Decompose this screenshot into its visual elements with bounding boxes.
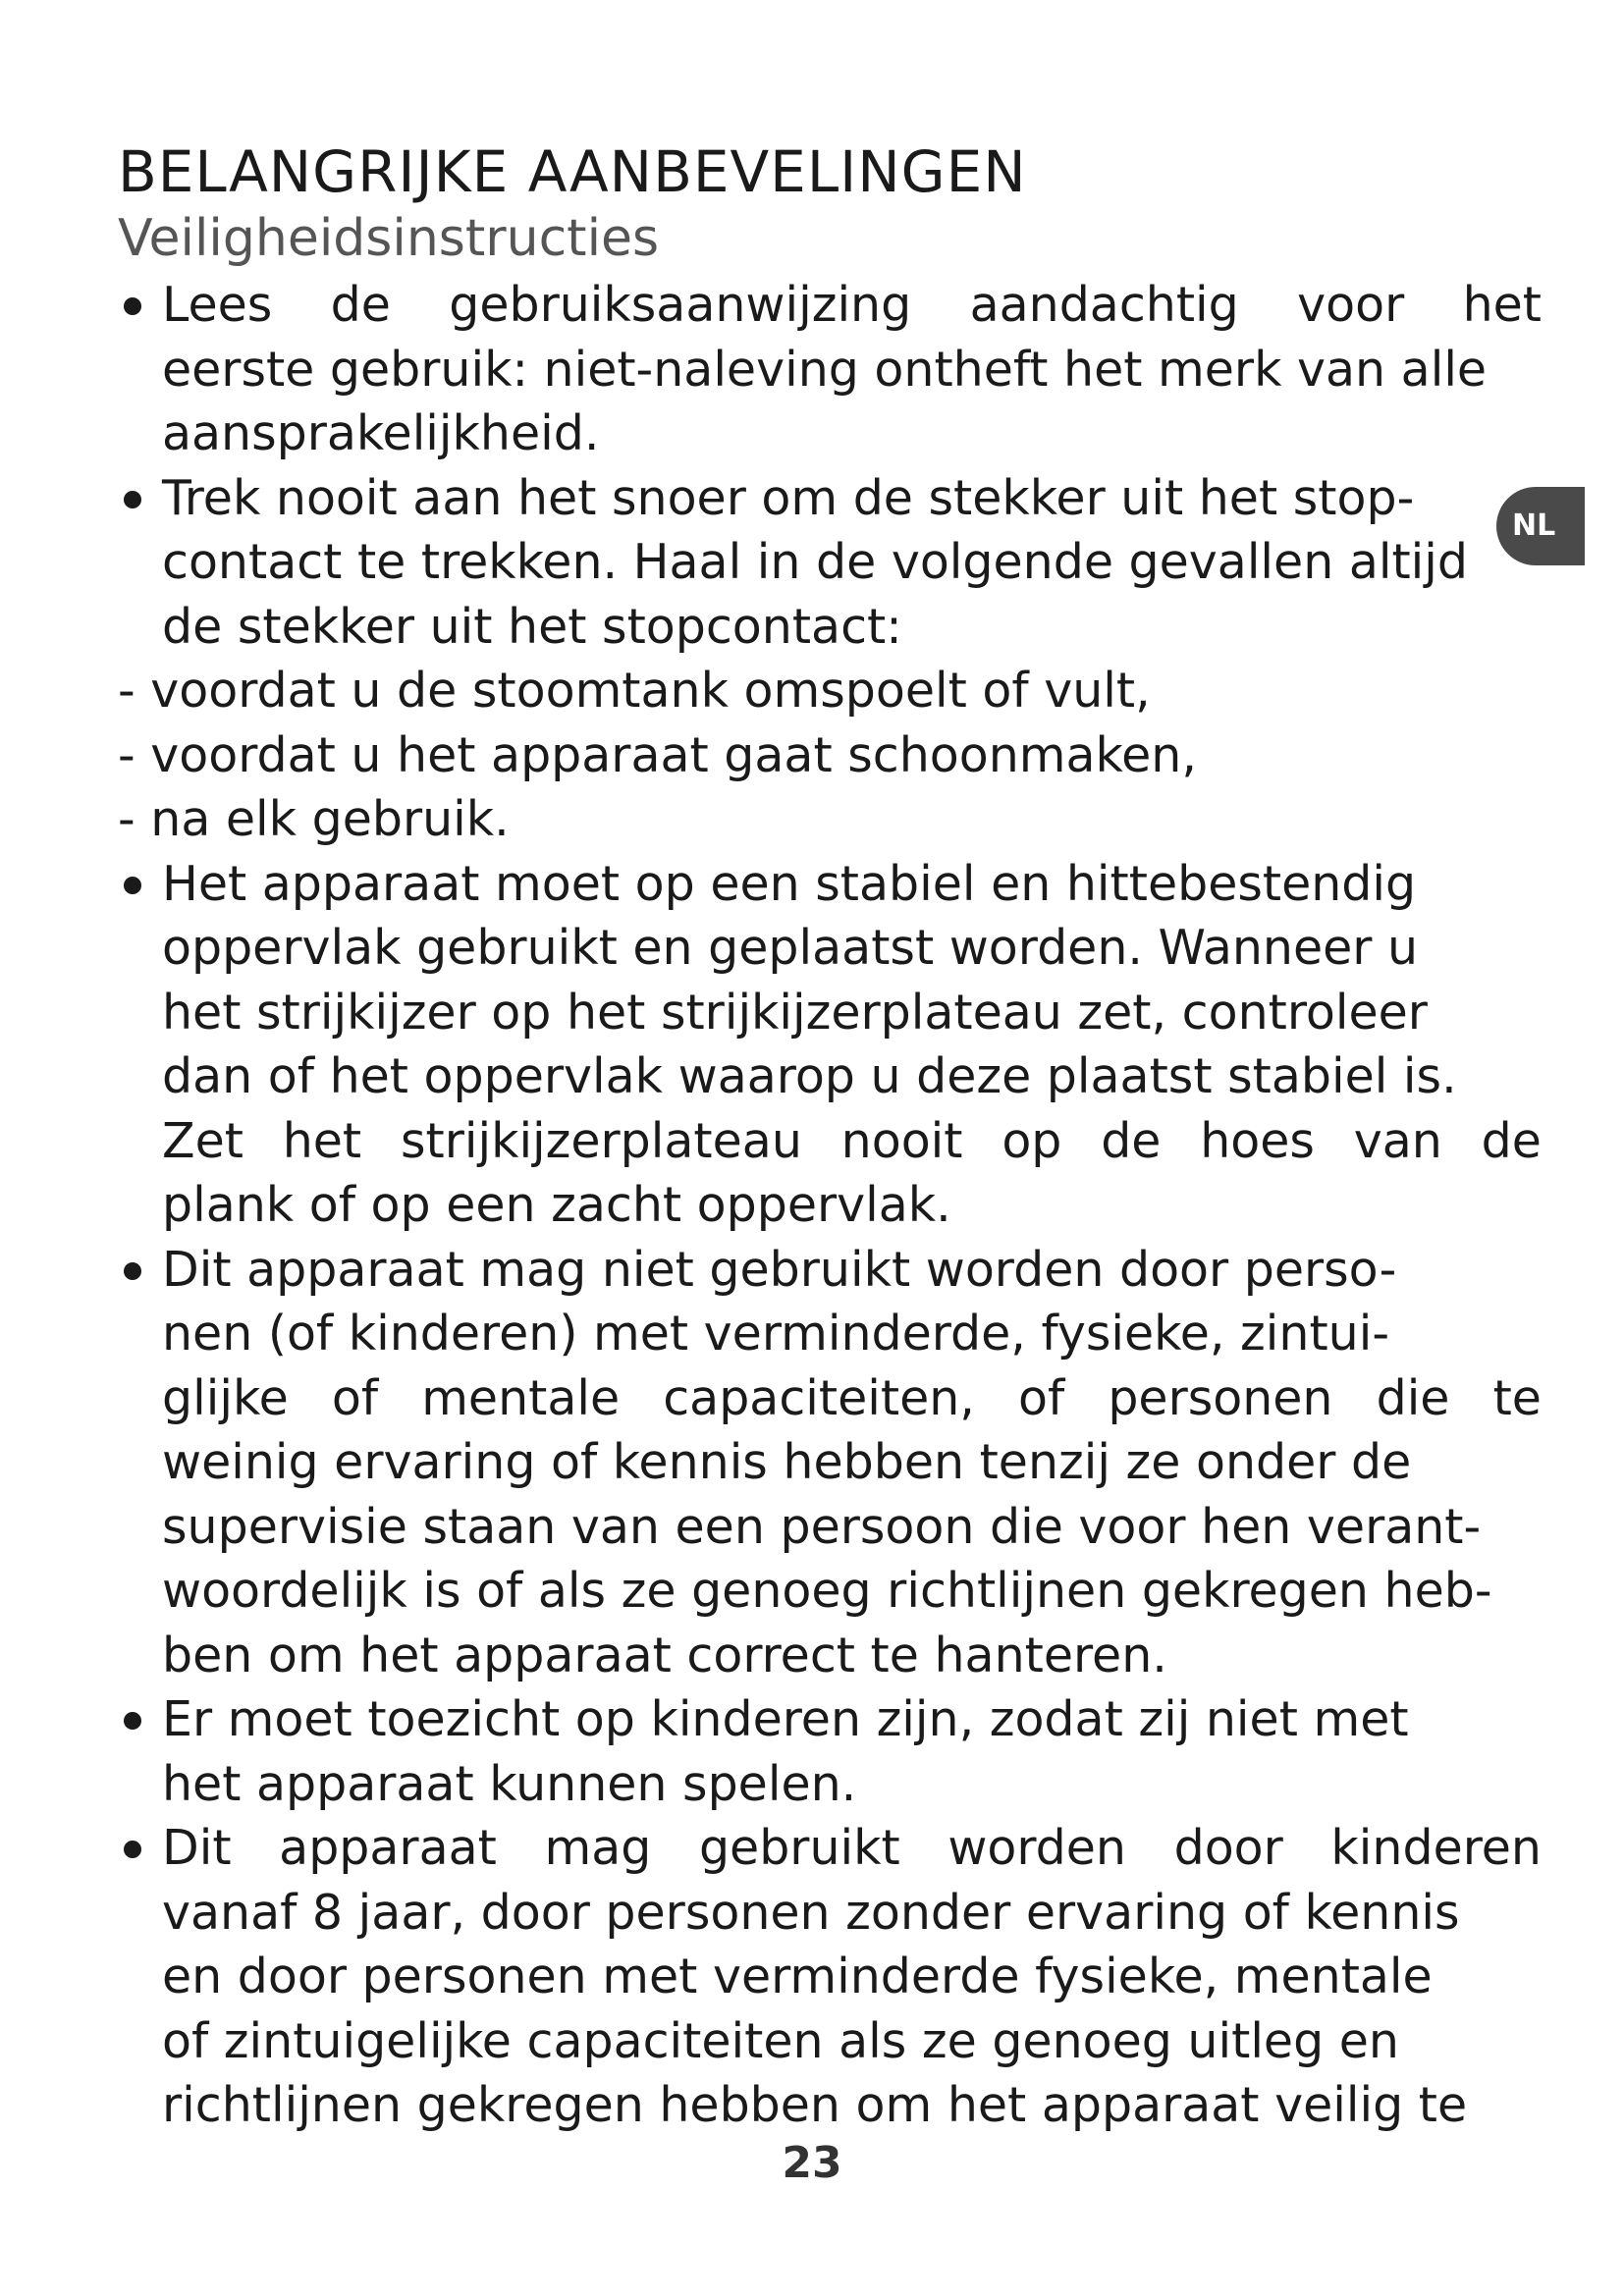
text-line: supervisie staan van een persoon die voor hen verant- (162, 1498, 1482, 1555)
word: aandachtig (969, 277, 1239, 333)
word: de (1101, 1112, 1162, 1169)
word: Lees (162, 277, 273, 333)
text-line: richtlijnen gekregen hebben om het apparaat veilig te (162, 2077, 1468, 2133)
text-line: Trek nooit aan het snoer om de stekker uit het stop- (162, 469, 1415, 526)
text-line: oppervlak gebruikt en geplaatst worden. Wanneer u (162, 920, 1419, 976)
dash-item: - voordat u de stoomtank omspoelt of vult, (118, 663, 1151, 719)
word: het (282, 1112, 362, 1169)
text-line: het strijkijzer op het strijkijzerplateau zet, controleer (162, 984, 1428, 1041)
word: de (330, 277, 391, 333)
section-subheading: Veiligheidsinstructies (118, 209, 660, 268)
bullet-dot-icon (124, 1262, 141, 1280)
word: voor (1297, 277, 1405, 333)
safety-instructions-list (118, 273, 1542, 2138)
text-line: de stekker uit het stopcontact: (162, 598, 902, 655)
text-line: of zintuigelijke capaciteiten als ze genoeg uitleg en (162, 2012, 1399, 2069)
word: mentale (421, 1369, 621, 1426)
word: of (331, 1369, 379, 1426)
dash-item: - voordat u het apparaat gaat schoonmaken, (118, 726, 1197, 783)
text-line: plank of op een zacht oppervlak. (162, 1177, 951, 1233)
word: van (1353, 1112, 1442, 1169)
page-number: 23 (782, 2138, 842, 2188)
word: Zet (162, 1112, 244, 1169)
word: door (1173, 1820, 1283, 1876)
bullet-item (118, 273, 1542, 466)
text-line: nen (of kinderen) met verminderde, fysieke, zintui- (162, 1306, 1390, 1362)
text-line: Er moet toezicht op kinderen zijn, zodat zij niet met (162, 1691, 1409, 1747)
word: mag (544, 1820, 652, 1876)
text-line: aansprakelijkheid. (162, 405, 600, 461)
word: apparaat (279, 1820, 497, 1876)
bullet-dot-icon (124, 1712, 141, 1730)
text-line: Dit apparaat mag niet gebruikt worden door perso- (162, 1241, 1397, 1298)
text-line (162, 1366, 1542, 1431)
word: te (1492, 1369, 1542, 1426)
text-line: weinig ervaring of kennis hebben tenzij ze onder de (162, 1434, 1412, 1490)
dash-item: - na elk gebruik. (118, 791, 510, 847)
word: Dit (162, 1820, 232, 1876)
text-line: woordelijk is of als ze genoeg richtlijnen gekregen heb- (162, 1563, 1492, 1619)
document-page (118, 137, 1542, 2138)
bullet-item (118, 1816, 1542, 2138)
word: die (1376, 1369, 1450, 1426)
text-line: ben om het apparaat correct te hanteren. (162, 1627, 1167, 1683)
text-line: eerste gebruik: niet-naleving ontheft het merk van alle (162, 341, 1488, 398)
word: gebruikt (698, 1820, 900, 1876)
bullet-dot-icon (124, 1841, 141, 1858)
text-line (162, 273, 1542, 338)
word: kinderen (1330, 1820, 1542, 1876)
word: hoes (1200, 1112, 1315, 1169)
bullet-item (118, 1687, 1542, 1816)
word: personen (1108, 1369, 1333, 1426)
bullet-dot-icon (124, 877, 141, 894)
bullet-dot-icon (124, 297, 141, 315)
word: gebruiksaanwijzing (449, 277, 912, 333)
word: strijkijzerplateau (400, 1112, 802, 1169)
word: de (1481, 1112, 1542, 1169)
word: worden (947, 1820, 1126, 1876)
text-line: vanaf 8 jaar, door personen zonder ervaring of kennis (162, 1884, 1460, 1941)
text-line: het apparaat kunnen spelen. (162, 1755, 857, 1812)
section-heading: BELANGRIJKE AANBEVELINGEN (118, 138, 1027, 205)
word: capaciteiten, (663, 1369, 975, 1426)
bullet-item (118, 466, 1542, 660)
word: nooit (840, 1112, 963, 1169)
bullet-item (118, 1238, 1542, 1688)
bullet-item (118, 852, 1542, 1238)
word: glijke (162, 1369, 289, 1426)
bullet-dot-icon (124, 491, 141, 508)
text-line (162, 1816, 1542, 1881)
text-line (162, 1109, 1542, 1174)
text-line: en door personen met verminderde fysieke, mentale (162, 1949, 1433, 2004)
text-line: Het apparaat moet op een stabiel en hittebestendig (162, 855, 1417, 912)
text-line: dan of het oppervlak waarop u deze plaatst stabiel is. (162, 1048, 1457, 1104)
word: het (1462, 277, 1542, 333)
language-tab: NL (1496, 487, 1585, 565)
word: op (1001, 1112, 1062, 1169)
word: of (1017, 1369, 1065, 1426)
text-line: contact te trekken. Haal in de volgende gevallen altijd (162, 534, 1469, 590)
